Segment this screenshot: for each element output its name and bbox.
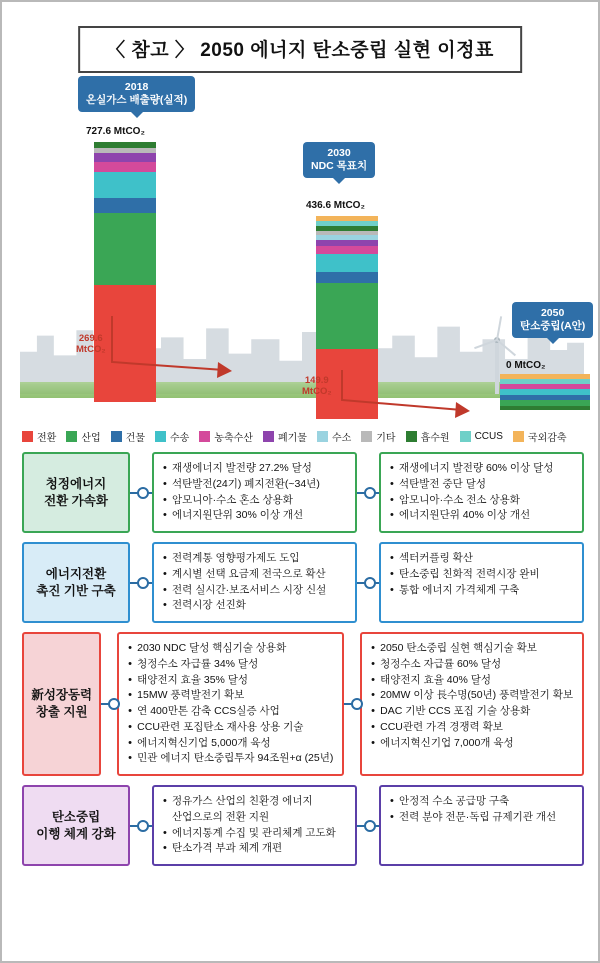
legend-label: 폐기물 [277,432,307,444]
arrow-2030-to-2050 [336,366,486,422]
chart-legend [22,426,582,446]
list-item: • 20MW 이상 長수명(50년) 풍력발전기 확보 [371,688,573,704]
emissions-chart [20,74,584,424]
connector [344,632,360,776]
list-item: • 태양전지 효율 40% 달성 [371,673,573,689]
legend-label: 농축수산 [214,432,253,444]
legend-item [406,429,450,444]
legend-swatch [111,431,122,442]
list-item: • 에너지원단위 30% 이상 개선 [163,508,346,524]
bar-value-2018: 727.6 MtCO₂ [86,126,145,137]
red-note-2030: 149.9 MtCO₂ [302,375,332,397]
list-item: • 암모니아·수소 혼소 상용화 [163,493,346,509]
connector [130,785,152,866]
list-item: • 에너지혁신기업 5,000개 육성 [128,736,333,752]
legend-item [155,429,189,444]
red-note-2018: 269.6 MtCO₂ [76,333,106,355]
legend-swatch [199,431,210,442]
list-item: • 암모니아·수소 전소 상용화 [390,493,573,509]
roadmap-row [22,632,584,776]
legend-swatch [406,431,417,442]
legend-swatch [460,431,471,442]
list-item: • 연 400만톤 감축 CCS실증 사업 [128,704,333,720]
segment-흡수원 [500,406,590,410]
legend-swatch [155,431,166,442]
legend-item [513,429,567,444]
list-item: • 석탄발전 중단 달성 [390,477,573,493]
legend-swatch [361,431,372,442]
category-label: 에너지전환 촉진 기반 구축 [36,566,116,598]
legend-item [199,429,253,444]
list-item-continuation: 산업으로의 전환 지원 [172,810,270,823]
list-item: • 정유가스 산업의 친환경 에너지 [163,794,346,810]
panel-2050-transition-base [379,542,584,623]
connector [357,452,379,533]
legend-swatch [22,431,33,442]
legend-item [111,429,145,444]
list-item: • 에너지통계 수집 및 관리체계 고도화 [163,826,346,842]
title-box [78,26,522,73]
legend-item [263,429,307,444]
list-item: • CCU관련 포집탄소 재사용 상용 기술 [128,720,333,736]
legend-swatch [66,431,77,442]
roadmap-matrix [22,452,584,875]
category-label: 新성장동력 창출 지원 [31,688,93,719]
legend-label: 국외감축 [527,432,567,444]
legend-item [66,429,100,444]
arrow-2018-to-2030 [106,312,246,382]
panel-2050-new-growth [360,632,584,776]
bar-value-2050: 0 MtCO₂ [506,360,546,371]
connector [357,542,379,623]
segment-폐기물 [94,153,156,162]
segment-농축수산 [316,246,378,254]
legend-label: CCUS [474,430,503,442]
legend-item [317,429,351,444]
bar-value-2030: 436.6 MtCO₂ [306,200,365,211]
panel-2030-new-growth [117,632,344,776]
segment-수송 [316,254,378,272]
legend-swatch [263,431,274,442]
list-item: • 통합 에너지 가격체계 구축 [390,583,573,599]
list-item: • 전력 실시간·보조서비스 시장 신설 [163,583,346,599]
segment-건물 [94,198,156,213]
legend-label: 기타 [376,432,396,444]
roadmap-row [22,542,584,623]
list-item: • 에너지혁신기업 7,000개 육성 [371,736,573,752]
legend-swatch [513,431,524,442]
list-item: • DAC 기반 CCS 포집 기술 상용화 [371,704,573,720]
segment-농축수산 [94,162,156,172]
category-label: 탄소중립 이행 체계 강화 [36,809,116,841]
segment-산업 [94,213,156,285]
list-item: • 태양전지 효율 35% 달성 [128,673,333,689]
page-title: 〈 참고 〉 2050 에너지 탄소중립 실현 이정표 [106,40,494,61]
list-item: • 석탄발전(24기) 폐지전환(~34년) [163,477,346,493]
legend-swatch [317,431,328,442]
legend-label: 건물 [125,432,145,444]
list-item: • 전력계통 영향평가제도 도입 [163,551,346,567]
legend-label: 수소 [331,432,352,444]
list-item: • 재생에너지 발전량 27.2% 달성 [163,461,346,477]
segment-산업 [316,283,378,349]
category-clean-energy [22,452,130,533]
list-item: • 15MW 풍력발전기 확보 [128,688,333,704]
legend-label: 전환 [37,432,57,444]
list-item: • 청정수소 자급률 34% 달성 [128,657,333,673]
bar-2050 [500,374,590,410]
category-carbon-neutral-governance [22,785,130,866]
list-item: • 2030 NDC 달성 핵심기술 상용화 [128,641,333,657]
category-energy-transition-base [22,542,130,623]
list-item: • 안정적 수소 공급망 구축 [390,794,573,810]
callout-2050: 2050 탄소중립(A안) [512,302,593,338]
category-label: 청정에너지 전환 가속화 [44,476,108,508]
connector [357,785,379,866]
segment-건물 [316,272,378,283]
legend-label: 수송 [169,432,190,444]
legend-item [22,429,56,444]
connector [101,632,117,776]
list-item: • 전력 분야 전문·독립 규제기관 개선 [390,810,573,826]
category-new-growth [22,632,101,776]
legend-item [460,431,503,442]
list-item: • CCU관련 가격 경쟁력 확보 [371,720,573,736]
panel-2050-governance [379,785,584,866]
roadmap-row [22,785,584,866]
legend-label: 흡수원 [420,432,450,444]
connector [130,452,152,533]
list-item: • 계시별 선택 요금제 전국으로 확산 [163,567,346,583]
connector [130,542,152,623]
panel-2030-transition-base [152,542,357,623]
panel-2030-clean-energy [152,452,357,533]
callout-2018: 2018 온실가스 배출량(실적) [78,76,195,112]
list-item: • 재생에너지 발전량 60% 이상 달성 [390,461,573,477]
list-item: • 섹터커플링 확산 [390,551,573,567]
list-item: • 청정수소 자급률 60% 달성 [371,657,573,673]
legend-label: 산업 [81,432,101,444]
list-item: • 탄소가격 부과 체계 개편 [163,841,346,857]
panel-2030-governance [152,785,357,866]
callout-2030: 2030 NDC 목표치 [303,142,375,178]
list-item: • 전력시장 선진화 [163,598,346,614]
list-item: • 2050 탄소중립 실현 핵심기술 확보 [371,641,573,657]
roadmap-row [22,452,584,533]
panel-2050-clean-energy [379,452,584,533]
list-item: • 민관 에너지 탄소중립투자 94조원+α (25년) [128,751,333,767]
legend-item [361,429,395,444]
list-item: • 탄소중립 친화적 전력시장 완비 [390,567,573,583]
list-item: • 에너지원단위 40% 이상 개선 [390,508,573,524]
segment-수송 [94,172,156,198]
